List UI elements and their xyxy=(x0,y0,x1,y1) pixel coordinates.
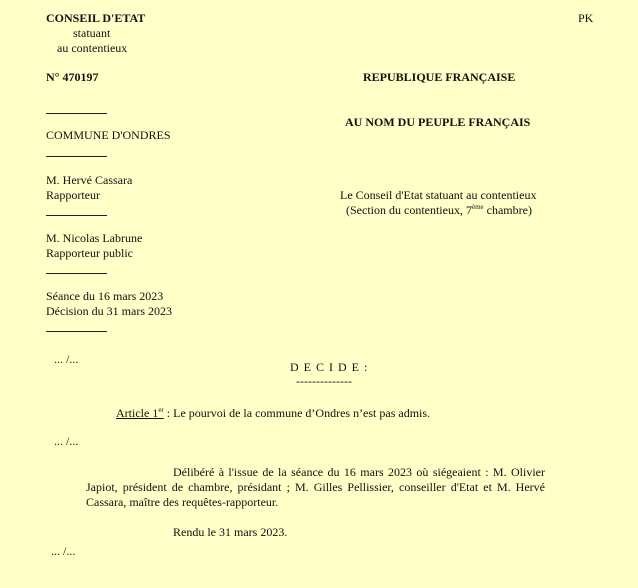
separator-rule xyxy=(46,215,107,216)
republic-heading: REPUBLIQUE FRANÇAISE xyxy=(363,70,516,84)
court-subtitle-2: au contentieux xyxy=(57,41,128,55)
rapporteur-public-role: Rapporteur public xyxy=(46,246,133,260)
formation-line-1: Le Conseil d'Etat statuant au contentieux xyxy=(340,188,537,202)
court-name: CONSEIL D'ETAT xyxy=(46,11,146,25)
in-name-heading: AU NOM DU PEUPLE FRANÇAIS xyxy=(345,115,531,129)
decide-heading: D E C I D E : xyxy=(290,360,369,374)
ellipsis-marker: ... /... xyxy=(54,434,79,448)
rendu-date: Rendu le 31 mars 2023. xyxy=(173,525,288,539)
separator-rule xyxy=(46,331,107,332)
decision-date: Décision du 31 mars 2023 xyxy=(46,304,172,318)
separator-rule xyxy=(46,113,107,114)
article-label: Article 1er xyxy=(116,406,164,420)
decide-rule: -------------- xyxy=(296,374,352,388)
deliberation-paragraph: Délibéré à l'issue de la séance du 16 mars 2023 où siégeaient : M. Olivier Japiot, président de chambre, présidant ; M. Gilles Pellissier, conseiller d'Etat et M. Hervé Cassara, maître des requêtes-rapporteur. xyxy=(86,465,545,509)
separator-rule xyxy=(46,273,107,274)
seance-date: Séance du 16 mars 2023 xyxy=(46,289,164,303)
clerk-initials: PK xyxy=(578,11,594,25)
ellipsis-marker: ... /... xyxy=(51,544,76,558)
case-number: N° 470197 xyxy=(46,70,99,84)
rapporteur-name: M. Hervé Cassara xyxy=(46,173,133,187)
rapporteur-role: Rapporteur xyxy=(46,188,100,202)
court-subtitle-1: statuant xyxy=(73,26,111,40)
rapporteur-public-name: M. Nicolas Labrune xyxy=(46,231,143,245)
article-1: Article 1er : Le pourvoi de la commune d’Ondres n’est pas admis. xyxy=(116,406,431,420)
party-name: COMMUNE D'ONDRES xyxy=(46,128,171,142)
formation-line-2: (Section du contentieux, 7ème chambre) xyxy=(346,203,532,217)
ellipsis-marker: ... /... xyxy=(54,352,79,366)
separator-rule xyxy=(46,156,107,157)
